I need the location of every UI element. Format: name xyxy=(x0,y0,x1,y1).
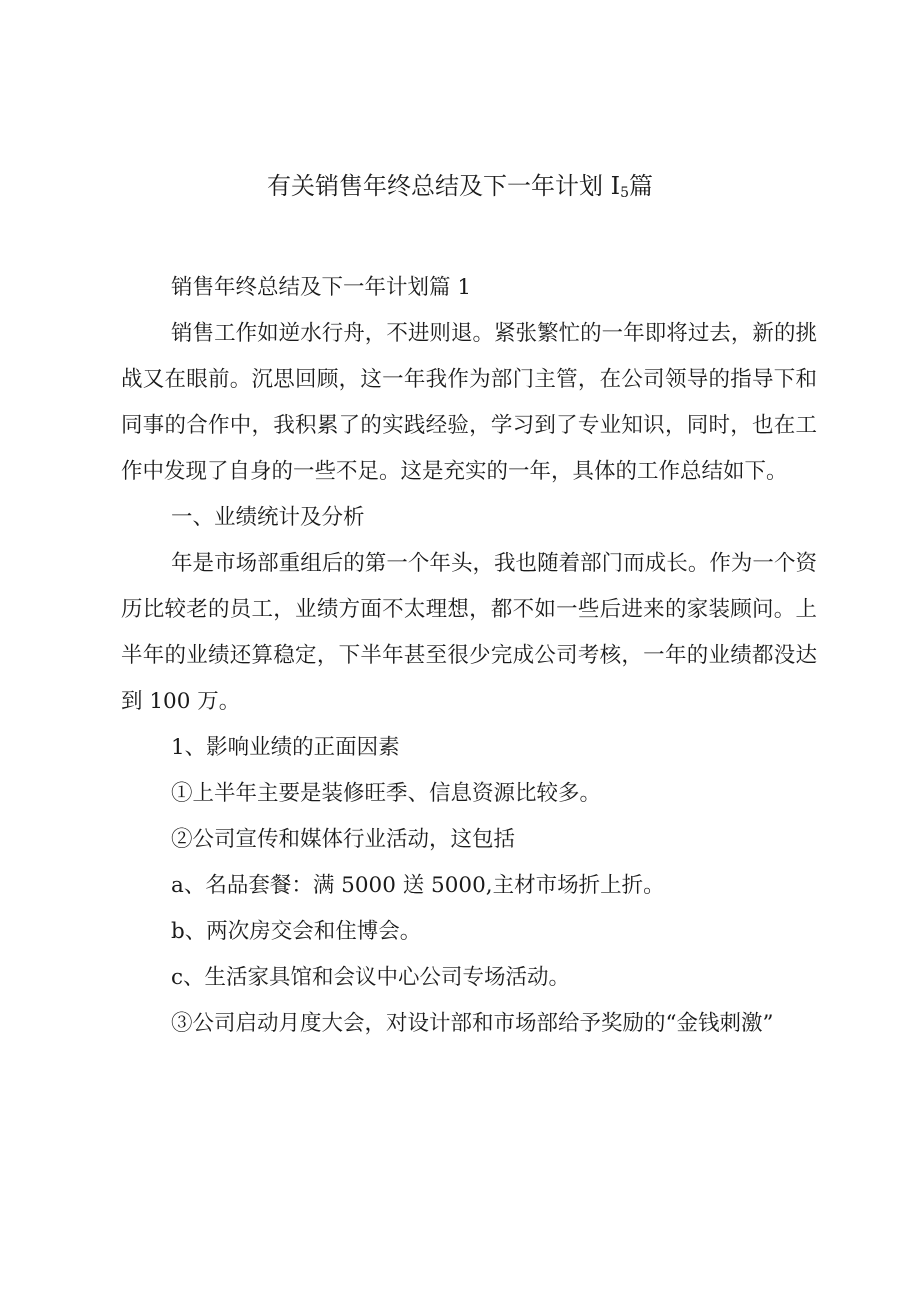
item-b: b、两次房交会和住博会。 xyxy=(171,919,422,944)
intro-paragraph: 销售工作如逆水行舟，不进则退。紧张繁忙的一年即将过去，新的挑战又在眼前。沉思回顾，这一年我作为部门主管，在公司领导的指导下和同事的合作中，我积累了的实践经验，学习到了专业知识，同时，也在工作中发现了自身的一些不足。这是充实的一年，具体的工作总结如下。 xyxy=(121,321,817,484)
section-heading: 销售年终总结及下一年计划篇 1 xyxy=(171,275,472,300)
factor-2: ②公司宣传和媒体行业活动，这包括 xyxy=(171,827,516,852)
document-title xyxy=(0,168,920,204)
factor-3: ③公司启动月度大会，对设计部和市场部给予奖励的“金钱刺激” xyxy=(171,1011,774,1036)
document-body xyxy=(121,265,817,1047)
title-subscript: 5 xyxy=(620,185,630,201)
part1-heading: 一、业绩统计及分析 xyxy=(171,505,365,530)
factor-1: ①上半年主要是装修旺季、信息资源比较多。 xyxy=(171,781,602,806)
positive-factors-heading: 1、影响业绩的正面因素 xyxy=(171,735,400,760)
item-a: a、名品套餐：满 5000 送 5000,主材市场折上折。 xyxy=(171,873,665,898)
item-c: c、生活家具馆和会议中心公司专场活动。 xyxy=(171,965,571,990)
part1-paragraph: 年是市场部重组后的第一个年头，我也随着部门而成长。作为一个资历比较老的员工，业绩方面不太理想，都不如一些后进来的家装顾问。上半年的业绩还算稳定，下半年甚至很少完成公司考核，一年的业绩都没达到 100 万。 xyxy=(121,551,817,714)
title-end-text: 篇 xyxy=(629,172,654,200)
title-main-text: 有关销售年终总结及下一年计划 I xyxy=(266,172,621,200)
